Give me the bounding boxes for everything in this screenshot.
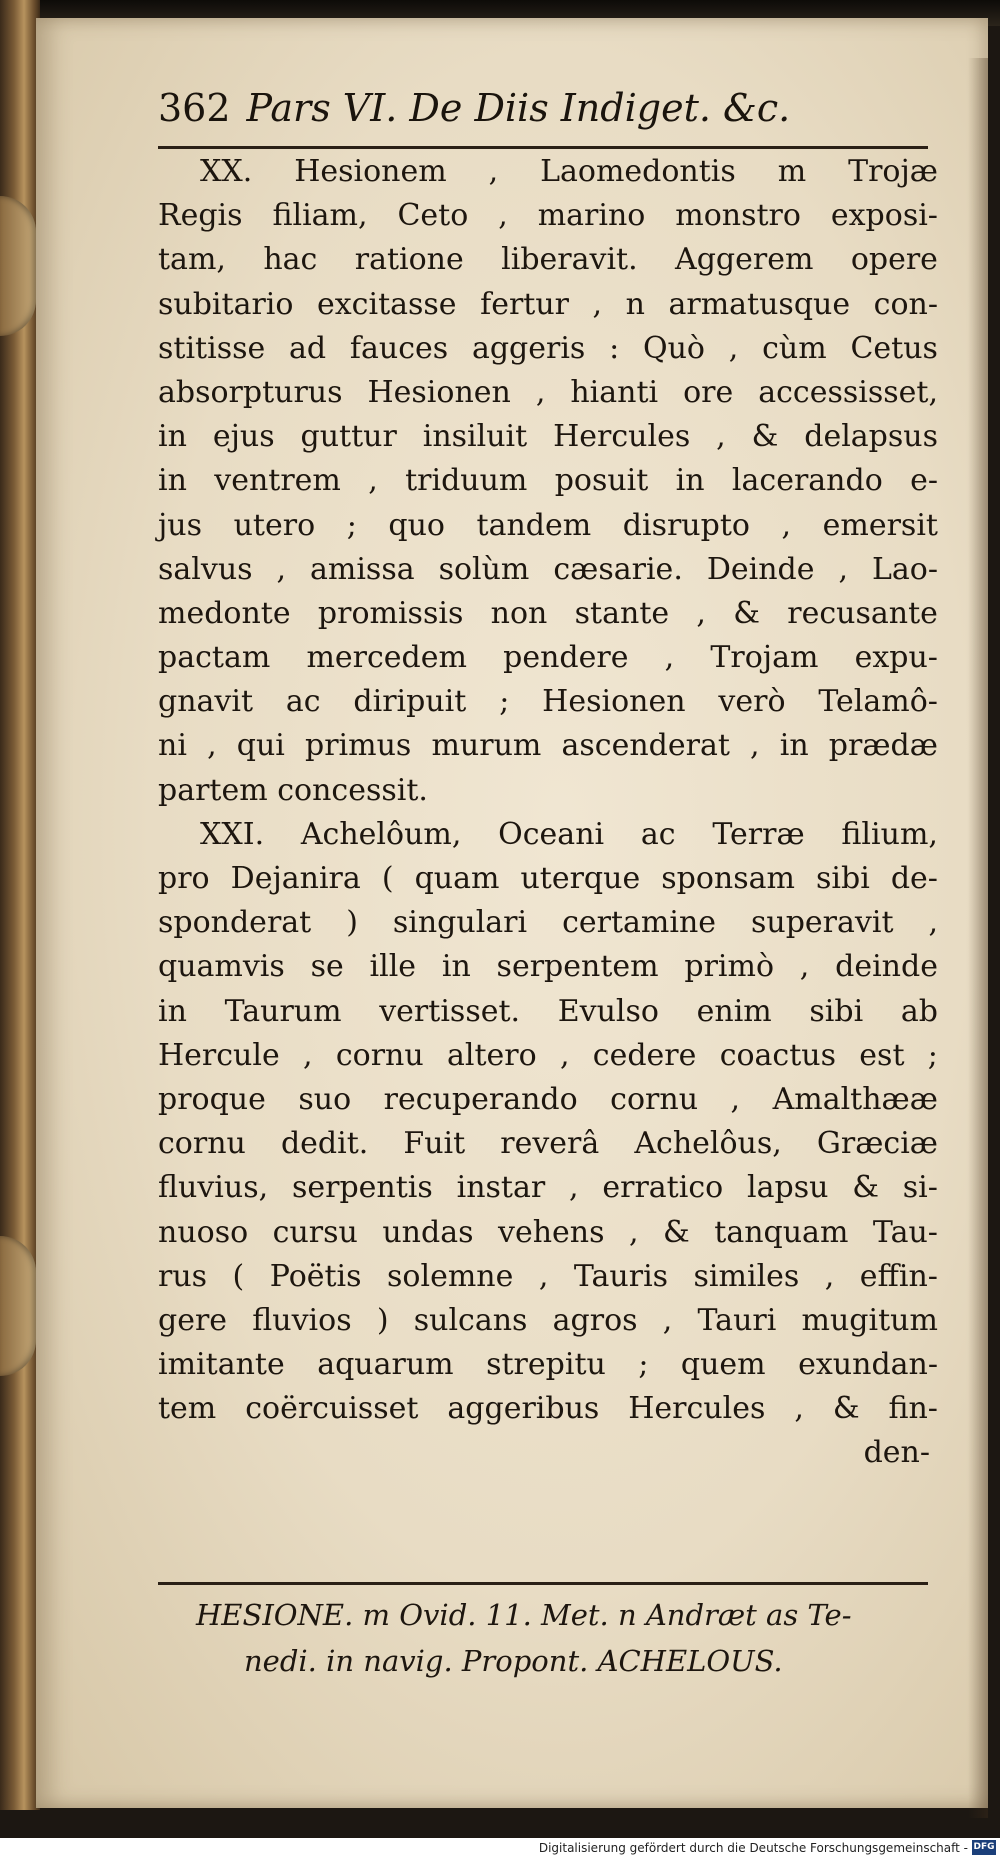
footnote-line: nedi. in navig. Propont. ACHELOUS. [244, 1644, 783, 1678]
text-line: XX. Hesionem , Laomedontis m Trojæ [200, 154, 938, 189]
text-line: quamvis se ille in serpentem primò , deinde [158, 949, 938, 985]
text-line: gere fluvios ) sulcans agros , Tauri mugitum [158, 1302, 938, 1338]
text-line: pro Dejanira ( quam uterque sponsam sibi de- [158, 861, 938, 896]
running-title: Pars VI. De Diis Indiget. &c. [246, 86, 791, 130]
digitization-credit: Digitalisierung gefördert durch die Deutsche Forschungsgemeinschaft - [538, 1841, 968, 1855]
text-line: tem coërcuisset aggeribus Hercules , & fin- [158, 1391, 938, 1427]
text-line: gnavit ac diripuit ; Hesionen verò Telamô- [158, 684, 938, 720]
text-line: cornu dedit. Fuit reverâ Achelôus, Græciæ [158, 1126, 938, 1162]
text-line: stitisse ad fauces aggeris : Quò , cùm Cetus [158, 330, 938, 366]
footnote-line: HESIONE. m Ovid. 11. Met. n Andræt as Te- [196, 1598, 852, 1632]
dfg-logo-icon: DFG [972, 1840, 996, 1855]
text-line: tam, hac ratione liberavit. Aggerem opere [158, 242, 938, 278]
text-line: in ejus guttur insiluit Hercules , & delapsus [158, 419, 938, 455]
page-edge-shadow [968, 58, 988, 1818]
text-line: sponderat ) singulari certamine superavit , [158, 905, 938, 941]
text-line: medonte promissis non stante , & recusante [158, 595, 938, 631]
footnote-rule [158, 1582, 928, 1585]
text-line: XXI. Achelôum, Oceani ac Terræ filium, [200, 816, 938, 852]
text-line: Regis filiam, Ceto , marino monstro exposi- [158, 198, 938, 234]
text-line: imitante aquarum strepitu ; quem exundan- [158, 1347, 938, 1383]
text-line: partem concessit. [158, 772, 428, 808]
text-line: ni , qui primus murum ascenderat , in prædæ [158, 728, 938, 764]
text-line: proque suo recuperando cornu , Amalthææ [158, 1081, 938, 1117]
text-line: salvus , amissa solùm cæsarie. Deinde , Lao- [158, 551, 938, 587]
text-line: rus ( Poëtis solemne , Tauris similes , effin- [158, 1258, 938, 1294]
text-line: pactam mercedem pendere , Trojam expu- [158, 640, 938, 676]
main-text-block [158, 150, 938, 1476]
text-line: jus utero ; quo tandem disrupto , emersit [158, 507, 938, 543]
marginal-notes [196, 1592, 936, 1684]
spine-clasp-lower [0, 1236, 36, 1376]
text-line: subitario excitasse fertur , n armatusque con- [158, 286, 938, 322]
text-line: fluvius, serpentis instar , erratico lapsu & si- [158, 1170, 938, 1206]
text-line: nuoso cursu undas vehens , & tanquam Tau- [158, 1214, 938, 1250]
spine-clasp-upper [0, 196, 36, 336]
text-line: in Taurum vertisset. Evulso enim sibi ab [158, 993, 938, 1029]
text-line: absorpturus Hesionen , hianti ore accessisset, [158, 374, 938, 410]
running-header [158, 86, 938, 142]
text-line: Hercule , cornu altero , cedere coactus est ; [158, 1037, 938, 1073]
text-line: in ventrem , triduum posuit in lacerando e- [158, 463, 938, 499]
catchword: den- [863, 1435, 930, 1471]
page-number: 362 [158, 86, 231, 130]
header-rule [158, 146, 928, 149]
